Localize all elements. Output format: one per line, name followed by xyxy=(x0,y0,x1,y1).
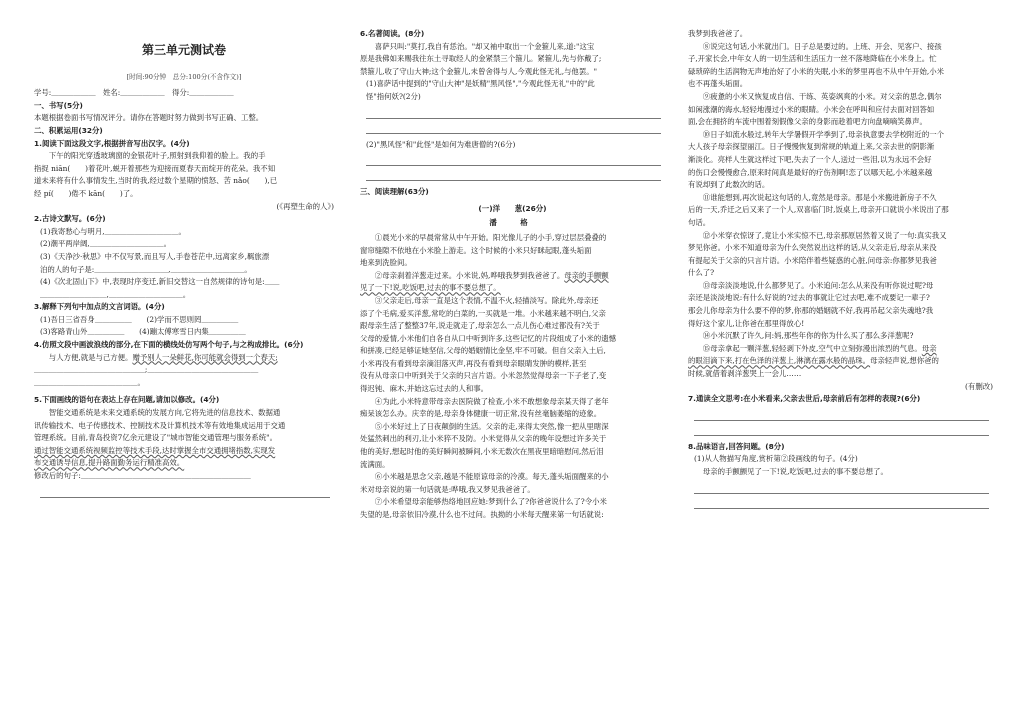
q2-item: (2)潮平两岸阔,＿＿＿＿＿＿＿＿＿＿。 xyxy=(40,239,172,249)
passage-line: 痴呆该怎么办。庆幸的是,母亲身体健康一切正常,没有丝毫脑萎缩的迹象。 xyxy=(360,409,602,419)
passage-line: 大人孩子母亲探望丽江。日子慢慢恢复到常规的轨道上来,父亲去世的阴影渐 xyxy=(688,142,935,152)
passage-line: ⑫小米穿衣惊讶了,竟让小米实惊不已,母亲那原居然着又说了一句:真实我又 xyxy=(702,230,947,240)
passage-line xyxy=(360,270,665,283)
q4-text: 与人方便,就是与己方便。 xyxy=(48,352,133,362)
passage-wavy-text: 母亲 xyxy=(921,343,937,353)
student-fields: 学号:＿＿＿＿＿＿ 姓名:＿＿＿＿＿＿ 得分:＿＿＿＿＿＿ xyxy=(34,88,234,98)
passage-line: 和拼凑,已经足够证她坚信,父母的婚姻情比金坚,牢不可破。但自父亲入土后, xyxy=(360,346,606,356)
passage-line: 流满面。 xyxy=(360,459,390,469)
q4-wavy-text: 赠予别人一朵鲜花,你可能就会得到一个春天; xyxy=(132,352,278,362)
passage-heading: (一)洋 葱(26分) xyxy=(478,203,547,213)
passage-line: 面,会在拥挤的车流中围着刻假像父亲的身影而趁着吧方向盘嘀嘀笑鼻声。 xyxy=(688,117,927,127)
section-3-heading: 三、阅读理解(63分) xyxy=(360,187,429,197)
passage-wavy-text: 母亲的手颤颤 xyxy=(564,270,609,280)
q2-item: (4)《次北固山下》中,表现时序变迁,新旧交替这一自然规律的诗句是:＿＿ xyxy=(40,277,280,287)
answer-line[interactable] xyxy=(694,479,989,494)
passage-line xyxy=(688,343,993,356)
question-6: 6.名著阅读。(8分) xyxy=(360,29,425,38)
passage-line: ⑥小米越是思念父亲,越是不能原谅母亲的冷漠。每天,蓬头垢面醒来的小 xyxy=(374,472,609,482)
passage-line: 跟母亲生活了整整37年,说走就走了,母亲怎么一点儿伤心难过都没有?关于 xyxy=(360,321,600,331)
passage-text: ②母亲刹着洋葱走过来。小米说,妈,哗哦我梦到我爸爸了。 xyxy=(374,270,565,280)
q2-item: ＿＿＿＿＿＿＿＿＿,＿＿＿＿＿＿＿＿＿＿。 xyxy=(40,289,191,299)
answer-line[interactable] xyxy=(40,483,330,498)
page-title: 第三单元测试卷 xyxy=(141,43,226,57)
passage-line: 亲还是淡淡地说:有什么好说的?过去的事就让它过去吧,难不成要记一辈子? xyxy=(688,293,930,303)
column-left xyxy=(34,28,334,498)
q2-item: (3)《天净沙·秋思》中不仅写景,而且写人,手卷苍茫中,远离家乡,羁旅漂 xyxy=(40,251,270,261)
q2-item: (1)我寄愁心与明月,＿＿＿＿＿＿＿＿＿＿。 xyxy=(40,226,186,236)
q5-line: 讯传输技术、电子传感技术、控制技术及计算机技术等有效地集成运用于交通 xyxy=(34,420,286,430)
section-1-heading: 一、书写(5分) xyxy=(34,100,83,110)
passage-line: 处猛然刺出的利刃,让小米猝不及防。小米觉得从父亲的晚年设想过许多关于 xyxy=(360,434,607,444)
answer-line[interactable] xyxy=(694,421,989,436)
passage-line: 米对母亲说的第一句话就是:哗哦,我又梦见我爸爸了。 xyxy=(360,484,535,494)
passage-line xyxy=(688,355,993,368)
passage-line: 后的一天,乔迁之后又来了一个人,双喜临门时,饭桌上,母亲开口就说小米说出了那 xyxy=(688,205,949,215)
passage-text: ⑮母亲拿起一颗洋葱,轻轻剥下外皮,空气中立刻弥漫出浓烈的气息。 xyxy=(702,343,922,353)
answer-line[interactable] xyxy=(366,119,661,134)
passage-wavy-text: 的眼泪滴下来,打在色泽的洋葱上,淋漓在露水般的晶珠。 xyxy=(688,356,871,366)
passage-line: ⑬母亲淡淡地说,什么都梦见了。小米追问:怎么从来没有听你说过呢?母 xyxy=(702,280,934,290)
passage-author: 潘 格 xyxy=(489,218,536,228)
q6-line: 喜萨只叫:"莫打,我自有恁治。"却又袖中取出一个金箍儿来,道:"这宝 xyxy=(374,41,595,51)
column-right xyxy=(688,28,993,509)
passage-line: 什么了? xyxy=(688,268,715,278)
q3-item: (3)客路青山外＿＿＿＿＿ (4)蹦太傅寒雪日内集＿＿＿＿＿ xyxy=(40,327,246,337)
q1-line: 道未来将有什么事情发生,当时的我,经过数个星期的愤怒、苦 nǎo( ),已 xyxy=(34,176,278,186)
answer-line[interactable] xyxy=(366,104,661,119)
passage-line: 也不再蓬头垢面。 xyxy=(688,79,748,89)
q1-line: 经 pí( )倦不 kān( )了。 xyxy=(34,188,138,198)
passage-line: 有提起关于父亲的只言片语。小米陪伴着些疑惑的心脏,问母亲:你都梦见我爸 xyxy=(688,255,937,265)
passage-line: ⑨疲惫的小米又恢复成自信、干练、英姿飒爽的小米。对父亲的思念,偶尔 xyxy=(702,91,942,101)
passage-line: ⑦小米希望母亲能够热络地回应她:梦到什么了?你爸爸说什么了?令小米 xyxy=(374,497,607,507)
q5-underlined-line: 通过智能交通系统视频监控等技术手段,达时掌握全市交通拥堵指数,实现发 xyxy=(34,445,276,455)
passage-line: 得好这个家儿,让你爸在那里得放心! xyxy=(688,318,805,328)
passage-line: 碌琐碎的生活润物无声地治好了小米的失眠,小米的梦里再也不从中午开始,小米 xyxy=(688,66,944,76)
q6-sub-1: 怪"指何妖?(2分) xyxy=(366,91,421,101)
section-2-heading: 二、积累运用(32分) xyxy=(34,125,103,135)
q3-item: (1)吾日三省吾身＿＿＿＿＿ (2)学而不思则罔＿＿＿＿＿ xyxy=(40,314,239,324)
q4-line xyxy=(34,352,334,365)
section-1-text: 本题根据卷面书写情况评分。请你在答题时努力做到书写正确、工整。 xyxy=(34,113,264,123)
question-7: 7.通读全文思考:在小米看来,父亲去世后,母亲前后有怎样的表现?(6分) xyxy=(688,394,921,404)
answer-line[interactable] xyxy=(694,494,989,509)
q5-answer[interactable]: 修改后的句子:＿＿＿＿＿＿＿＿＿＿＿＿＿＿＿＿＿＿＿＿＿＿＿ xyxy=(34,471,251,480)
passage-line: 地来到洗脸间。 xyxy=(360,258,412,268)
answer-line[interactable] xyxy=(366,151,661,166)
passage-text: 母亲轻声说,想你爸的 xyxy=(870,356,939,366)
q6-sub-1: (1)喜萨话中提到的"守山大神"是妖精"黑风怪","今观此怪无礼"中的"此 xyxy=(366,79,595,89)
question-1: 1.阅读下面这段文字,根据拼音写出汉字。(4分) xyxy=(34,138,190,148)
passage-line: 得迟钝、麻木,并始这忘过去的人和事。 xyxy=(360,384,488,394)
passage-line: 我梦到我爸爸了。 xyxy=(688,29,748,38)
q4-answer-line[interactable]: ＿＿＿＿＿＿＿＿＿＿＿＿＿＿＿;＿＿＿＿＿＿＿＿＿＿＿＿＿＿＿ xyxy=(34,365,259,375)
passage-line: 句话。 xyxy=(688,217,711,227)
passage-line: ①晨光小米的早晨常常从中午开始。阳光像儿子的小手,穿过层层叠叠的 xyxy=(374,232,607,242)
passage-line: 渐淡化。亮样人生就这样过下吧,失去了一个人,送过一些泪,以为永远不会好 xyxy=(688,154,932,164)
passage-wavy-line: 见了一下!说,吃饭吧,过去的事不要总想了。 xyxy=(360,283,501,293)
passage-line: 的伤口会慢慢愈合,原来时间真是最好的疗伤剂啊!恋了以哪天起,小米越来越 xyxy=(688,167,933,177)
column-middle xyxy=(360,28,665,522)
passage-line: 子,开家长会,中年女人的一切生活和生活压力一丝不落地降临在小米身上。忙 xyxy=(688,54,937,64)
passage-line: ⑭小米沉默了许久,问:妈,那些年你的你为什么买了那么多洋葱呢? xyxy=(702,331,914,341)
passage-line: 窗帘缝隙不依地在小米脸上游走。这个时候的小米只好眯起眼,蓬头垢面 xyxy=(360,245,592,255)
passage-line: 梦见你爸。小米不知道母亲为什么突然说出这样的话,从父亲走后,母亲从来没 xyxy=(688,243,937,253)
passage-line: ⑩日子如流水般过,转年大学暑假开学季到了,母亲执意要去学校附近的一个 xyxy=(702,129,944,139)
passage-line: ⑤小米好过上了日夜颠倒的生活。父亲的走,来得太突然,像一把从里瞎深 xyxy=(374,421,609,431)
passage-line: 添了个毛病,爱买洋葱,常吃的白菜的,一买就是一堆。小米越来越不明白,父亲 xyxy=(360,308,606,318)
passage-line: 如闲涨潮的海水,轻轻地漫过小米的眼睛。小米会在呼叫和应付去面对回答如 xyxy=(688,104,935,114)
passage-line: ⑧说完这句话,小米就出门。日子总是要过的。上班、开会、见客户、接孩 xyxy=(702,41,942,51)
q4-answer-line[interactable]: ＿＿＿＿＿＿＿＿＿＿＿＿＿＿。 xyxy=(34,377,145,387)
question-3: 3.解释下列句中加点的文言词语。(4分) xyxy=(34,302,165,312)
q8-quote: 母亲的手颤颤见了一下!说,吃饭吧,过去的事不要总想了。 xyxy=(702,467,888,476)
passage-line: 失望的是,母亲依旧冷漠,什么也不过问。执拗的小米每天醒来第一句话就说: xyxy=(360,510,604,519)
passage-source: (有删改) xyxy=(965,381,993,391)
answer-line[interactable] xyxy=(366,166,661,181)
passage-line: 小米再没有看到母亲滴泪落灭声,再没有看到母亲眼睛发肿的模样,甚至 xyxy=(360,358,587,368)
q8-sub-1: (1)从人物描写角度,赏析第②段画线的句子。(4分) xyxy=(694,454,858,464)
q1-source: (《再塑生命的人》) xyxy=(276,201,334,211)
answer-line[interactable] xyxy=(694,406,989,421)
passage-line: 没有从母亲口中听到关于父亲的只言片语。小米忽然觉得母亲一下子老了,变 xyxy=(360,371,607,381)
q1-line: 指捉 niān( )着花叶,蜕开着那些为迎接而夏春天而绽开的花朵。我不知 xyxy=(34,163,276,173)
passage-line: 时候,就借着剥洋葱哭上一会儿…… xyxy=(688,369,802,379)
question-5: 5.下面画线的语句在表达上存在问题,请加以修改。(4分) xyxy=(34,395,220,405)
passage-line: ⑪谁能想到,再次说起这句话的人,竟然是母亲。那是小米搬进新房子不久 xyxy=(702,192,937,202)
passage-line: 他的美好,想起时他的美好瞬间被瞬间,小米无数次在黑夜里暗暗慰问,然后泪 xyxy=(360,447,604,457)
exam-meta: [时间:90分钟 总分:100分(不含作文)] xyxy=(126,72,242,81)
question-4: 4.仿照文段中画波浪线的部分,在下面的横线处仿写两个句子,与之构成排比。(6分) xyxy=(34,340,304,350)
q5-line: 管理系统。目前,青岛投资7亿余元建设了"城市智能交通管理与服务系统"。 xyxy=(34,433,277,443)
question-8: 8.品味语言,回答问题。(8分) xyxy=(688,441,785,451)
q5-underlined-line: 布交通诱导信息,提升路面勤务运行精准高效。 xyxy=(34,458,185,468)
q6-line: 禁箍儿,收了守山大神;这个金箍儿,未曾舍得与人,今观此怪无礼,与他罢。" xyxy=(360,66,598,76)
passage-line: 有说却到了此数次的话。 xyxy=(688,180,770,190)
question-2: 2.古诗文默写。(6分) xyxy=(34,214,106,224)
q6-sub-2: (2)"黑风怪"和"此怪"是如何为难唐僧的?(6分) xyxy=(366,139,516,149)
q5-line: 智能交通系统是未来交通系统的发展方向,它将先进的信息技术、数据通 xyxy=(48,408,281,418)
passage-line: 那会儿你母亲为什么要不停的梦,你那的婚姻就不好,我再吊起父亲失魂地?我 xyxy=(688,306,934,316)
passage-line: 父母的爱情,小米他们自各自从口中听到许多,这些记忆的片段组成了小米的遗憾 xyxy=(360,333,616,343)
q2-item: 泊的人的句子是:＿＿＿＿＿＿＿＿＿＿,＿＿＿＿＿＿＿＿＿＿。 xyxy=(40,264,252,274)
q1-line: 下午的阳光穿透玻璃窗的金银花叶子,照射到我仰着的脸上。我的手 xyxy=(48,151,266,161)
q6-line: 原是我佛如来赐我往东土寻取经人的金紧禁三个箍儿。紧箍儿,先与你戴了; xyxy=(360,54,602,64)
passage-line: ④为此,小米特意带母亲去医院做了检查,小米不敢想象母亲某天得了老年 xyxy=(374,396,609,406)
passage-line: ③父亲走后,母亲一直是这个表情,不温不火,轻描淡写。除此外,母亲还 xyxy=(374,295,599,305)
